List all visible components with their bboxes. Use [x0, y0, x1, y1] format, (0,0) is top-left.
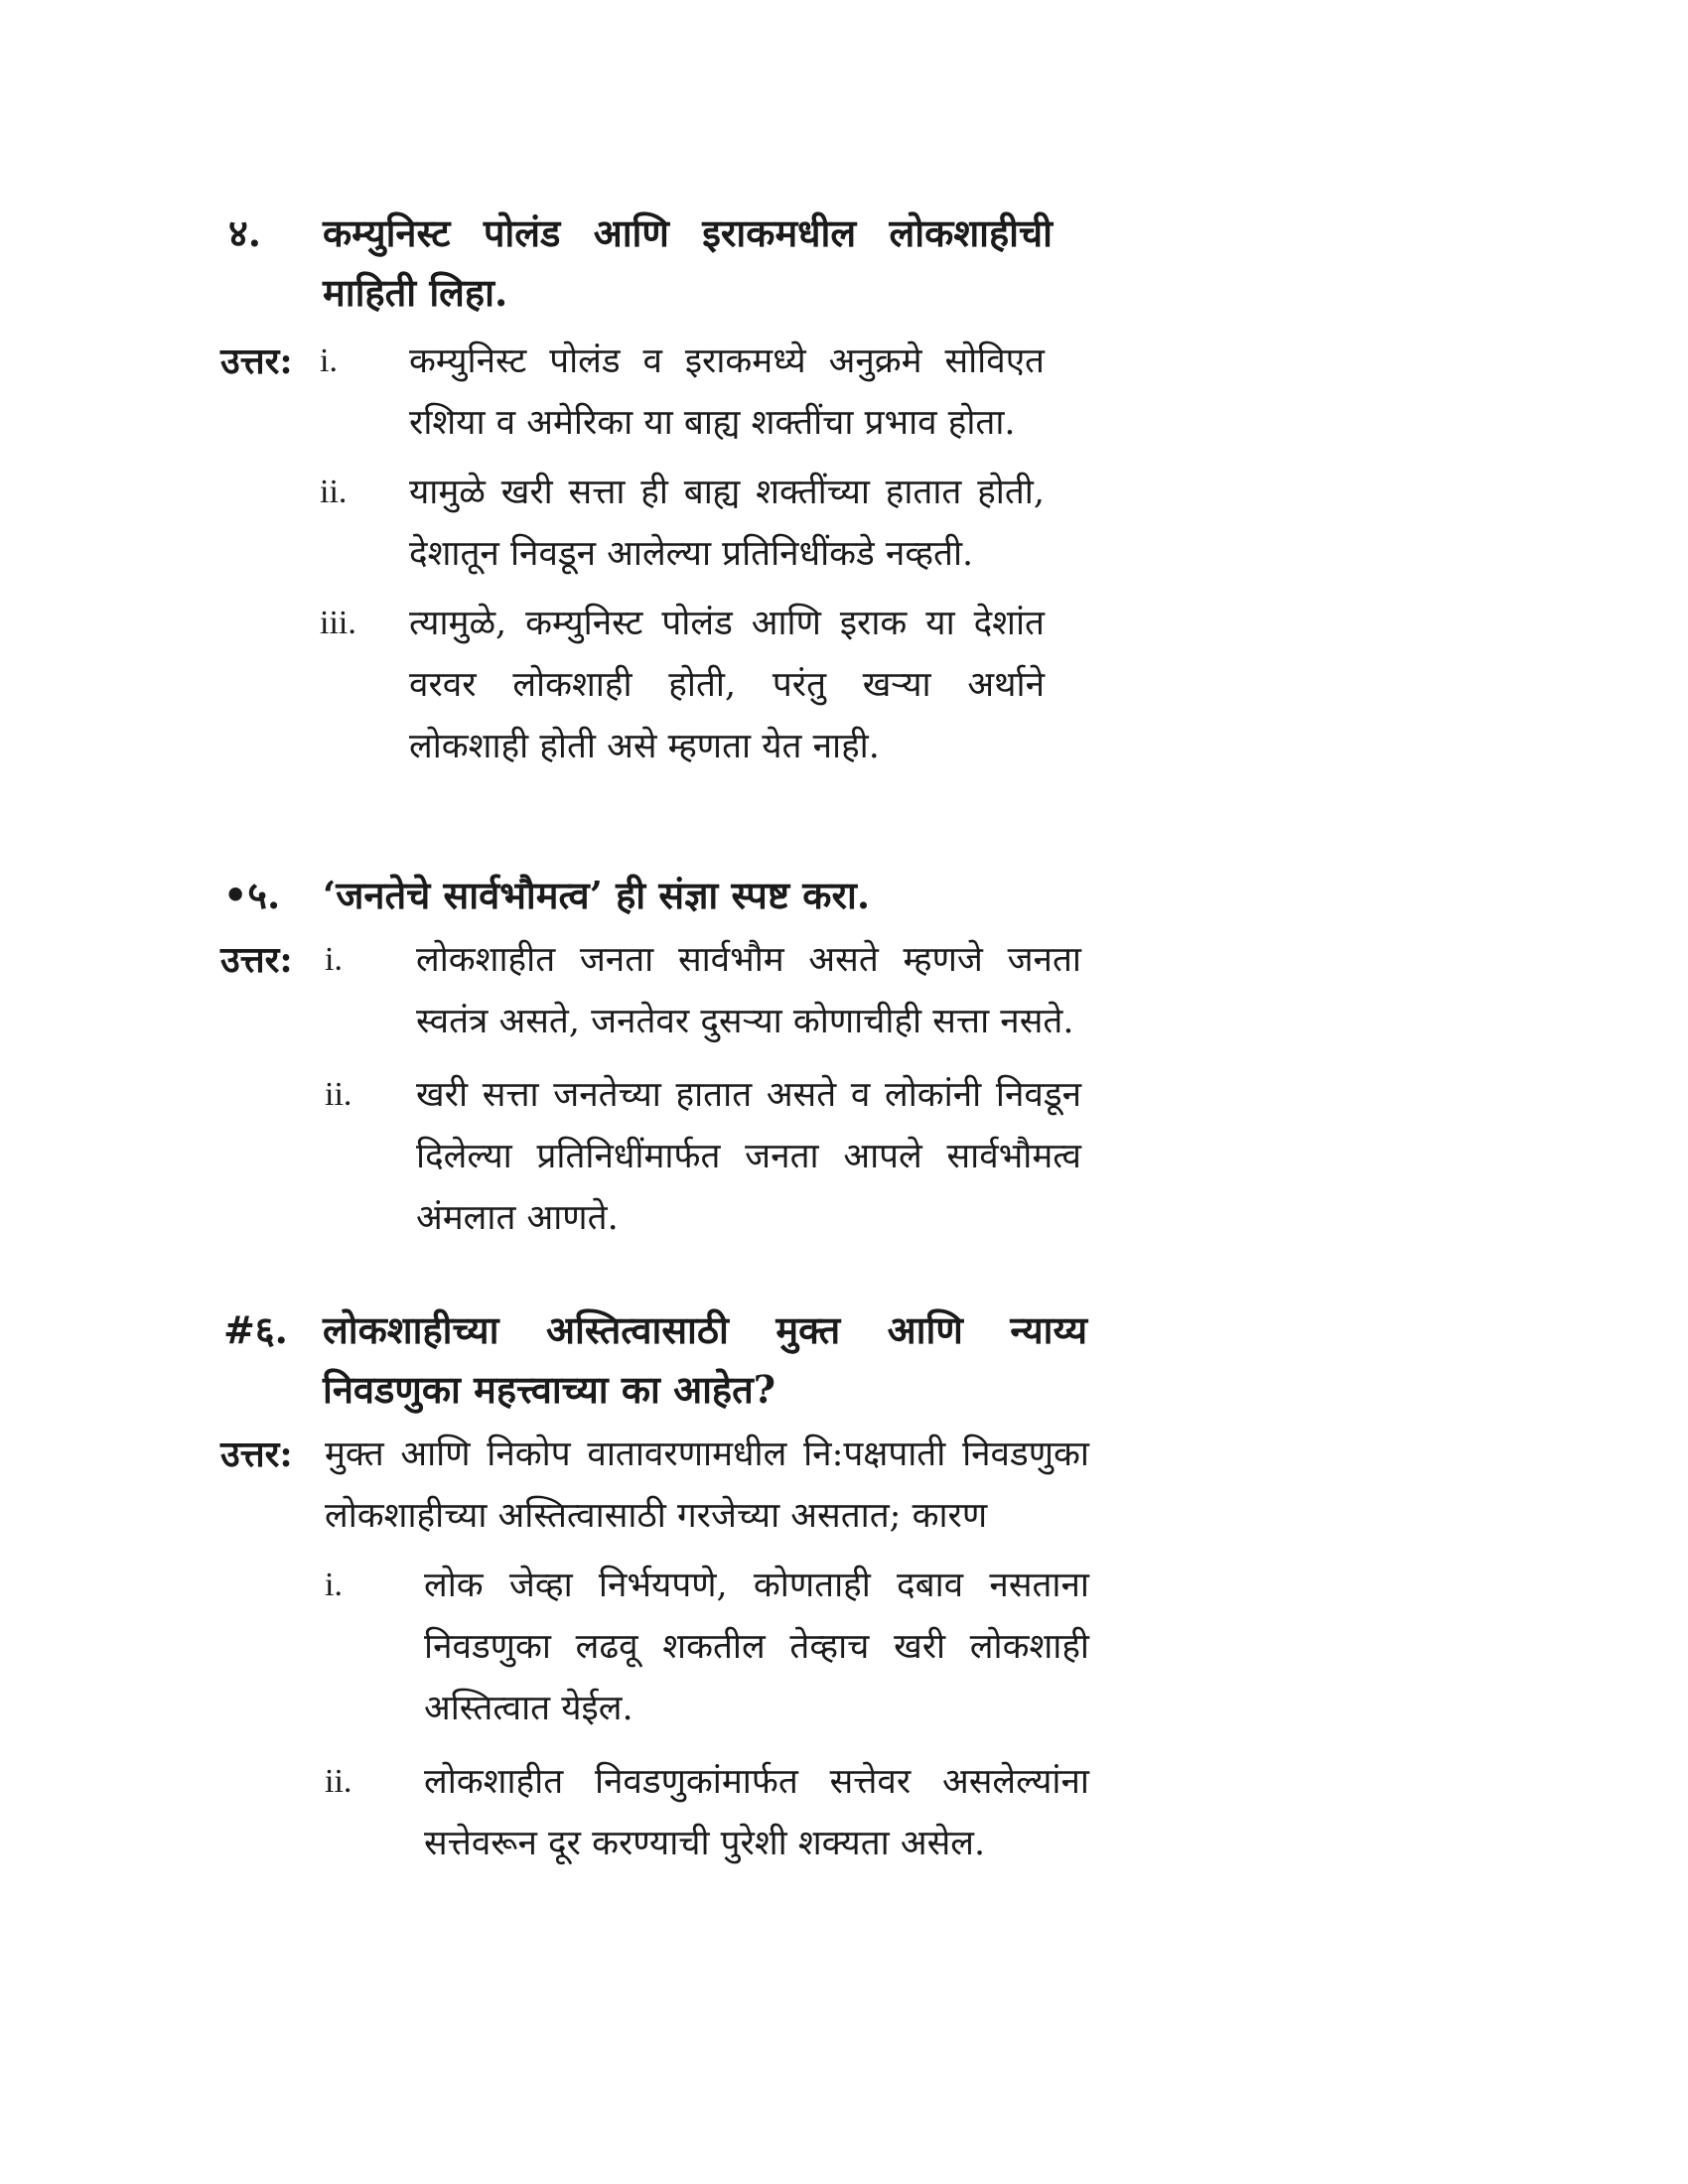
answer-item — [325, 1751, 1117, 1874]
question-number: •५. — [223, 873, 281, 917]
item-marker: i. — [325, 1567, 343, 1603]
item-text: कम्युनिस्ट पोलंड व इराकमध्ये अनुक्रमे सोविएत रशिया व अमेरिका या बाह्य शक्तींचा प्रभाव होता. — [409, 341, 1045, 443]
question-text: कम्युनिस्ट पोलंड आणि इराकमधील लोकशाहीची माहिती लिहा. — [323, 210, 1053, 315]
question-4 — [223, 204, 1117, 323]
answer-item — [320, 462, 1117, 585]
question-text: ‘जनतेचे सार्वभौमत्व’ ही संज्ञा स्पष्ट करा. — [323, 873, 871, 917]
answer-item — [325, 1064, 1117, 1249]
answer-item — [320, 593, 1117, 777]
question-5-block — [220, 866, 1117, 1249]
answer-item — [325, 929, 1117, 1052]
answer-item — [325, 1555, 1117, 1739]
answer-intro: मुक्त आणि निकोप वातावरणामधील नि:पक्षपाती निवडणुका लोकशाहीच्या अस्तित्वासाठी गरजेच्या असतात; कारण — [325, 1434, 1089, 1536]
item-text: लोक जेव्हा निर्भयपणे, कोणताही दबाव नसताना निवडणुका लढवू शकतील तेव्हाच खरी लोकशाही अस्तित्वात येईल. — [424, 1566, 1089, 1728]
answer-label: उत्तर: — [220, 1433, 293, 1475]
answer-5 — [220, 929, 1117, 1249]
item-marker: i. — [325, 941, 343, 978]
question-number: ४. — [228, 210, 261, 255]
question-6-block — [220, 1300, 1117, 1874]
answer-label: उत्तर: — [220, 341, 293, 382]
item-text: त्यामुळे, कम्युनिस्ट पोलंड आणि इराक या देशांत वरवर लोकशाही होती, परंतु खऱ्या अर्थाने लोकशाही होती असे म्हणता येत नाही. — [409, 604, 1045, 766]
item-text: यामुळे खरी सत्ता ही बाह्य शक्तींच्या हातात होती, देशातून निवडून आलेल्या प्रतिनिधींकडे नव्हती. — [409, 473, 1045, 574]
question-4-block — [220, 204, 1117, 777]
answer-4 — [220, 331, 1117, 777]
question-5 — [223, 866, 1117, 925]
item-text: लोकशाहीत जनता सार्वभौम असते म्हणजे जनता स्वतंत्र असते, जनतेवर दुसऱ्या कोणाचीही सत्ता नसते. — [416, 940, 1081, 1041]
item-marker: ii. — [325, 1763, 352, 1800]
item-marker: ii. — [325, 1076, 352, 1113]
question-number: #६. — [223, 1307, 288, 1352]
item-marker: iii. — [320, 605, 356, 641]
item-marker: i. — [320, 342, 338, 379]
question-text: लोकशाहीच्या अस्तित्वासाठी मुक्त आणि न्याय्य निवडणुका महत्त्वाच्या का आहेत? — [323, 1307, 1087, 1412]
question-6 — [223, 1300, 1117, 1420]
answer-label: उत्तर: — [220, 939, 293, 981]
item-text: लोकशाहीत निवडणुकांमार्फत सत्तेवर असलेल्यांना सत्तेवरून दूर करण्याची पुरेशी शक्यता असेल. — [424, 1762, 1089, 1863]
item-marker: ii. — [320, 474, 348, 510]
answer-item — [320, 331, 1117, 454]
item-text: खरी सत्ता जनतेच्या हातात असते व लोकांनी निवडून दिलेल्या प्रतिनिधींमार्फत जनता आपले सार्वभौमत्व अंमलात आणते. — [416, 1075, 1081, 1238]
answer-6 — [220, 1424, 1117, 1874]
